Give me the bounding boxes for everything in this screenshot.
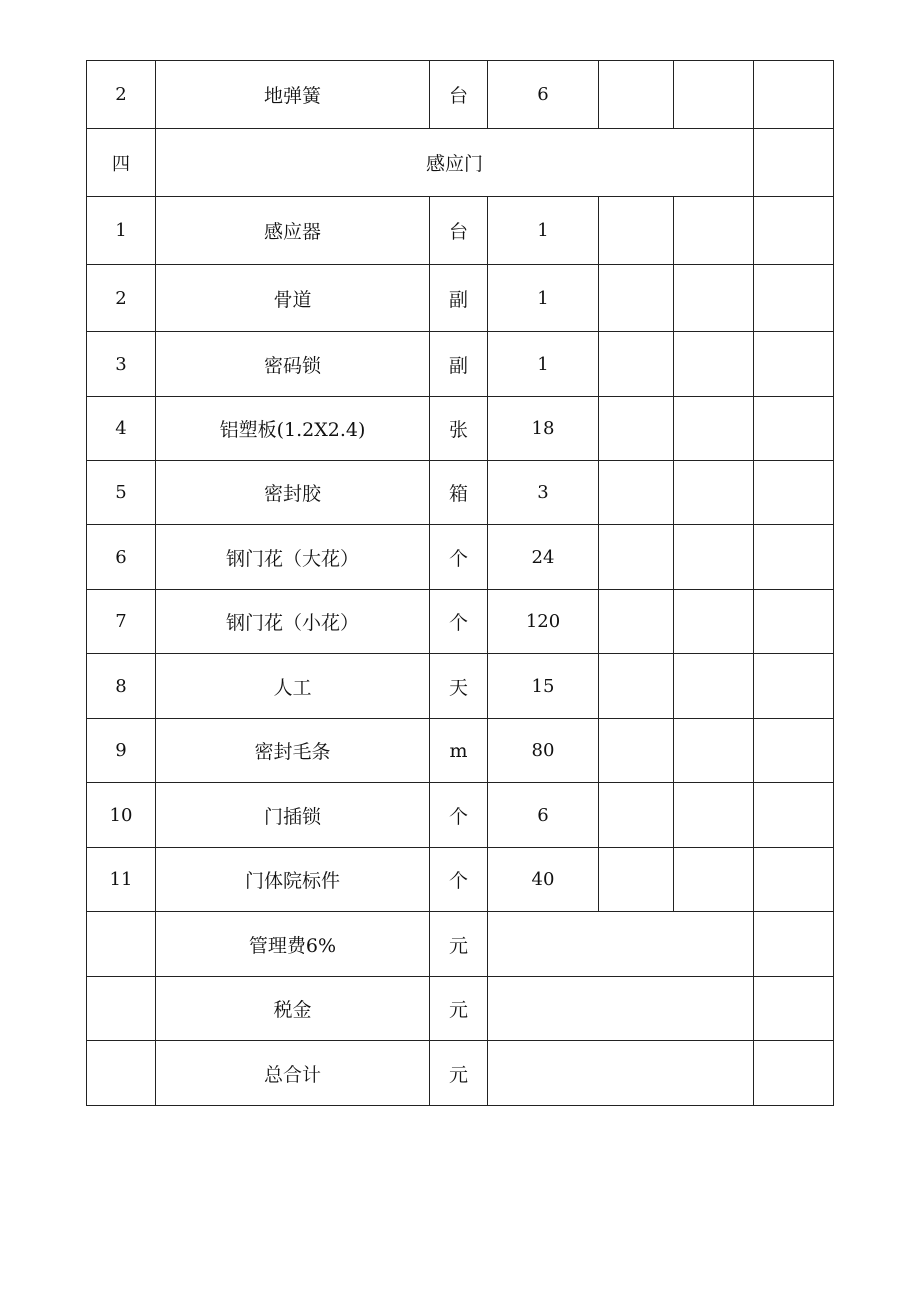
unit-cell: 天 (430, 654, 488, 719)
unit-cell: 台 (430, 61, 488, 129)
remark-cell (754, 783, 834, 848)
unit-price-cell (599, 525, 674, 590)
summary-row (87, 1041, 834, 1106)
table-row (87, 719, 834, 783)
item-name-cell: 管理费6% (156, 912, 430, 977)
unit-price-cell (599, 61, 674, 129)
quote-table (86, 60, 834, 1106)
section-row (87, 129, 834, 197)
remark-cell (754, 912, 834, 977)
item-number-cell: 2 (87, 265, 156, 332)
remark-cell (754, 129, 834, 197)
summary-row (87, 977, 834, 1041)
remark-cell (754, 525, 834, 590)
table-row (87, 61, 834, 129)
quantity-cell: 6 (488, 61, 599, 129)
quantity-cell: 3 (488, 461, 599, 525)
item-name-cell: 人工 (156, 654, 430, 719)
unit-price-cell (599, 197, 674, 265)
item-number-cell: 四 (87, 129, 156, 197)
item-name-cell: 税金 (156, 977, 430, 1041)
quantity-cell: 1 (488, 332, 599, 397)
unit-price-cell (599, 719, 674, 783)
remark-cell (754, 1041, 834, 1106)
remark-cell (754, 265, 834, 332)
item-number-cell: 8 (87, 654, 156, 719)
unit-price-cell (599, 265, 674, 332)
item-name-cell: 密码锁 (156, 332, 430, 397)
item-number-cell: 7 (87, 590, 156, 654)
item-number-cell (87, 1041, 156, 1106)
amount-cell (674, 397, 754, 461)
amount-cell (674, 590, 754, 654)
unit-price-cell (599, 397, 674, 461)
unit-cell: m (430, 719, 488, 783)
item-number-cell (87, 912, 156, 977)
amount-cell (674, 525, 754, 590)
unit-cell: 副 (430, 332, 488, 397)
item-name-cell: 感应器 (156, 197, 430, 265)
unit-cell: 元 (430, 912, 488, 977)
amount-cell (674, 197, 754, 265)
remark-cell (754, 332, 834, 397)
item-number-cell: 6 (87, 525, 156, 590)
item-number-cell: 9 (87, 719, 156, 783)
item-name-cell: 总合计 (156, 1041, 430, 1106)
table-row (87, 848, 834, 912)
item-number-cell: 4 (87, 397, 156, 461)
table-row (87, 783, 834, 848)
amount-cell (674, 783, 754, 848)
table-row (87, 197, 834, 265)
quantity-cell: 1 (488, 197, 599, 265)
summary-row (87, 912, 834, 977)
unit-price-cell (599, 590, 674, 654)
item-name-cell: 门体院标件 (156, 848, 430, 912)
item-name-cell: 钢门花（大花） (156, 525, 430, 590)
unit-cell: 张 (430, 397, 488, 461)
item-name-cell: 密封毛条 (156, 719, 430, 783)
unit-cell: 元 (430, 1041, 488, 1106)
unit-cell: 台 (430, 197, 488, 265)
remark-cell (754, 461, 834, 525)
quantity-cell: 1 (488, 265, 599, 332)
item-number-cell (87, 977, 156, 1041)
unit-price-cell (599, 654, 674, 719)
amount-cell (488, 977, 754, 1041)
item-name-cell: 铝塑板(1.2X2.4) (156, 397, 430, 461)
unit-cell: 个 (430, 783, 488, 848)
quantity-cell: 120 (488, 590, 599, 654)
amount-cell (488, 1041, 754, 1106)
unit-price-cell (599, 848, 674, 912)
amount-cell (674, 719, 754, 783)
quantity-cell: 15 (488, 654, 599, 719)
amount-cell (674, 848, 754, 912)
item-name-cell: 钢门花（小花） (156, 590, 430, 654)
amount-cell (674, 461, 754, 525)
item-number-cell: 3 (87, 332, 156, 397)
item-number-cell: 1 (87, 197, 156, 265)
unit-cell: 个 (430, 848, 488, 912)
table-row (87, 525, 834, 590)
remark-cell (754, 61, 834, 129)
unit-price-cell (599, 461, 674, 525)
unit-price-cell (599, 783, 674, 848)
amount-cell (674, 654, 754, 719)
table-row (87, 590, 834, 654)
amount-cell (674, 332, 754, 397)
table-row (87, 397, 834, 461)
remark-cell (754, 197, 834, 265)
unit-cell: 箱 (430, 461, 488, 525)
amount-cell (674, 61, 754, 129)
quantity-cell: 6 (488, 783, 599, 848)
unit-cell: 个 (430, 525, 488, 590)
unit-cell: 个 (430, 590, 488, 654)
table-row (87, 654, 834, 719)
table-row (87, 265, 834, 332)
remark-cell (754, 590, 834, 654)
quantity-cell: 24 (488, 525, 599, 590)
item-name-cell: 骨道 (156, 265, 430, 332)
item-number-cell: 2 (87, 61, 156, 129)
table-row (87, 461, 834, 525)
item-name-cell: 地弹簧 (156, 61, 430, 129)
remark-cell (754, 977, 834, 1041)
quantity-cell: 80 (488, 719, 599, 783)
table-row (87, 332, 834, 397)
remark-cell (754, 848, 834, 912)
unit-cell: 元 (430, 977, 488, 1041)
remark-cell (754, 397, 834, 461)
remark-cell (754, 654, 834, 719)
amount-cell (674, 265, 754, 332)
item-number-cell: 5 (87, 461, 156, 525)
quote-table-body (87, 61, 834, 1106)
remark-cell (754, 719, 834, 783)
unit-price-cell (599, 332, 674, 397)
item-name-cell: 门插锁 (156, 783, 430, 848)
section-title-cell: 感应门 (156, 129, 754, 197)
item-name-cell: 密封胶 (156, 461, 430, 525)
unit-cell: 副 (430, 265, 488, 332)
quantity-cell: 18 (488, 397, 599, 461)
quantity-cell: 40 (488, 848, 599, 912)
item-number-cell: 10 (87, 783, 156, 848)
item-number-cell: 11 (87, 848, 156, 912)
amount-cell (488, 912, 754, 977)
